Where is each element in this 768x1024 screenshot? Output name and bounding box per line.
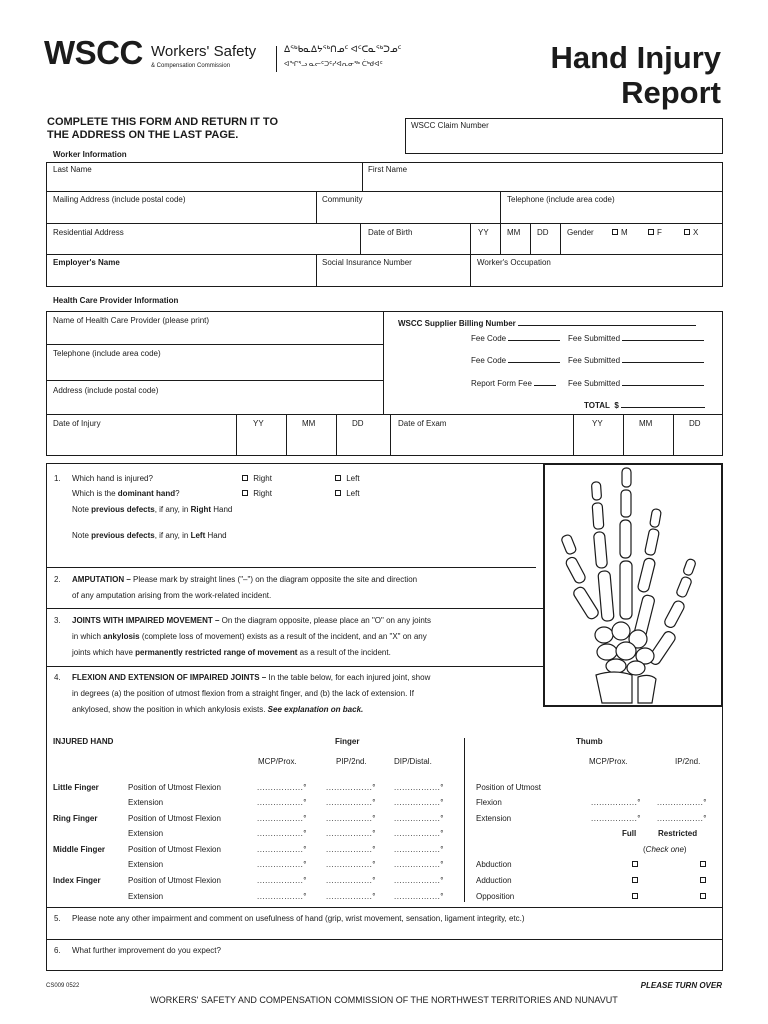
index-finger-distal (591, 482, 601, 501)
q1-defects-left[interactable]: Note previous defects, if any, in Left Hand (72, 531, 227, 540)
little-finger-label: Little Finger (53, 783, 99, 792)
thumb-proximal (564, 556, 586, 585)
little-finger-proximal (663, 599, 686, 629)
thumb-header: Thumb (576, 737, 603, 746)
index-finger-label: Index Finger (53, 876, 101, 885)
thumb-check-one-note: (Check one) (643, 845, 687, 854)
thumb-abduction-label: Abduction (476, 860, 512, 869)
sin-field[interactable]: Social Insurance Number (322, 258, 412, 267)
carpal-2 (612, 622, 630, 640)
thumb-extension-mcp-field[interactable]: .................° (591, 814, 641, 823)
index-extension-mcp-field[interactable]: .................° (257, 892, 307, 901)
wscc-logo: WSCC (44, 34, 143, 71)
opposition-restricted-checkbox[interactable] (700, 892, 709, 901)
little-flexion-pip-field[interactable]: .................° (326, 783, 376, 792)
little-flexion-mcp-field[interactable]: .................° (257, 783, 307, 792)
injured-hand-header: INJURED HAND (53, 737, 114, 746)
billing-number-field[interactable]: WSCC Supplier Billing Number (398, 319, 696, 328)
little-extension-dip-field[interactable]: .................° (394, 798, 444, 807)
thumb-extension-ip-field[interactable]: .................° (657, 814, 707, 823)
form-code: CS009 0522 (46, 983, 80, 989)
form-title-line2: Report (621, 75, 721, 110)
abduction-full-checkbox[interactable] (632, 860, 641, 869)
dob-yy-field[interactable]: YY (478, 228, 489, 237)
thumb-adduction-label: Adduction (476, 876, 512, 885)
gender-f-checkbox[interactable]: F (648, 228, 662, 237)
carpal-1 (595, 627, 613, 643)
q1-which-hand: Which hand is injured? (72, 474, 153, 483)
q6-improvement-field[interactable]: What further improvement do you expect? (72, 946, 221, 955)
carpal-5 (616, 642, 636, 660)
carpal-8 (627, 661, 645, 675)
please-turn-over: PLEASE TURN OVER (640, 981, 722, 990)
little-finger-distal (683, 558, 697, 576)
carpal-7 (606, 659, 626, 673)
worker-section-title: Worker Information (53, 150, 127, 159)
little-finger-middle (676, 576, 693, 598)
middle-extension-mcp-field[interactable]: .................° (257, 860, 307, 869)
ring-extension-label: Extension (128, 829, 164, 838)
claim-number-label: WSCC Claim Number (411, 121, 489, 130)
last-name-field[interactable]: Last Name (53, 165, 92, 174)
q4-flexion-line2: in degrees (a) the position of utmost flexion from a straight finger, and (b) the lack of extension. If (72, 689, 414, 698)
gender-label: Gender (567, 228, 594, 237)
provider-address-field[interactable]: Address (include postal code) (53, 386, 159, 395)
date-of-injury-label: Date of Injury (53, 419, 101, 428)
little-flexion-label: Position of Utmost Flexion (128, 783, 221, 792)
q1-dominant-right-checkbox[interactable]: Right (242, 489, 272, 498)
little-extension-mcp-field[interactable]: .................° (257, 798, 307, 807)
instructions-line2: THE ADDRESS ON THE LAST PAGE. (47, 129, 239, 141)
provider-telephone-field[interactable]: Telephone (include area code) (53, 349, 161, 358)
thumb-mcp-prox-header: MCP/Prox. (589, 757, 628, 766)
q5-other-impairment-field[interactable]: Please note any other impairment and comment on usefulness of hand (grip, wrist movement, sensation, ligament integrity, etc.) (72, 914, 525, 923)
thumb-ip-2nd-header: IP/2nd. (675, 757, 701, 766)
q2-number: 2. (54, 575, 61, 584)
middle-finger-middle (621, 490, 631, 517)
q1-injured-left-checkbox[interactable]: Left (335, 474, 360, 483)
middle-flexion-label: Position of Utmost Flexion (128, 845, 221, 854)
ring-flexion-pip-field[interactable]: .................° (326, 814, 376, 823)
injury-yy-field[interactable]: YY (253, 419, 264, 428)
carpal-4 (597, 644, 617, 660)
finger-header: Finger (335, 737, 360, 746)
q3-joints-line1: JOINTS WITH IMPAIRED MOVEMENT – On the diagram opposite, please place an "O" on any joints (72, 616, 432, 625)
q1-dominant-hand: Which is the dominant hand? (72, 489, 180, 498)
q3-joints-line2: in which ankylosis (complete loss of movement) exists as a result of the incident, and an "X" on any (72, 632, 427, 641)
fee-submitted-2-field[interactable]: Fee Submitted (568, 356, 704, 365)
little-flexion-dip-field[interactable]: .................° (394, 783, 444, 792)
gender-m-checkbox[interactable]: M (612, 228, 628, 237)
exam-yy-field[interactable]: YY (592, 419, 603, 428)
middle-extension-dip-field[interactable]: .................° (394, 860, 444, 869)
community-field[interactable]: Community (322, 195, 363, 204)
date-of-birth-label: Date of Birth (368, 228, 413, 237)
index-extension-pip-field[interactable]: .................° (326, 892, 376, 901)
adduction-restricted-checkbox[interactable] (700, 876, 709, 885)
ring-finger-proximal (637, 557, 656, 593)
middle-metacarpal (620, 561, 632, 619)
ring-finger-label: Ring Finger (53, 814, 98, 823)
thumb-flexion-mcp-field[interactable]: .................° (591, 798, 641, 807)
total-field[interactable]: TOTAL $ (584, 401, 705, 410)
provider-section-title: Health Care Provider Information (53, 296, 179, 305)
index-extension-dip-field[interactable]: .................° (394, 892, 444, 901)
thumb-flexion-label: Flexion (476, 798, 502, 807)
q1-dominant-left-checkbox[interactable]: Left (335, 489, 360, 498)
mcp-prox-header: MCP/Prox. (258, 757, 297, 766)
ring-extension-mcp-field[interactable]: .................° (257, 829, 307, 838)
hand-skeleton-diagram (552, 465, 716, 705)
ring-flexion-dip-field[interactable]: .................° (394, 814, 444, 823)
middle-flexion-mcp-field[interactable]: .................° (257, 845, 307, 854)
date-of-exam-label: Date of Exam (398, 419, 447, 428)
little-extension-label: Extension (128, 798, 164, 807)
org-subname: & Compensation Commission (151, 63, 231, 69)
fee-code-1-field[interactable]: Fee Code (471, 334, 560, 343)
ring-finger-distal (649, 508, 661, 527)
index-finger-proximal (593, 532, 607, 569)
form-title-line1: Hand Injury (550, 40, 721, 75)
gender-x-checkbox[interactable]: X (684, 228, 698, 237)
thumb-distal (561, 534, 577, 555)
q3-number: 3. (54, 616, 61, 625)
index-flexion-mcp-field[interactable]: .................° (257, 876, 307, 885)
dob-mm-field[interactable]: MM (507, 228, 521, 237)
q4-number: 4. (54, 673, 61, 682)
org-name-inuktitut: ᐃᖅᑲᓇᐃᔭᖅᑎᓄᑦ ᐊᑦᑕᓇᖅᑐᓄᑦ (284, 44, 402, 54)
thumb-opposition-label: Opposition (476, 892, 515, 901)
ring-extension-dip-field[interactable]: .................° (394, 829, 444, 838)
mailing-address-field[interactable]: Mailing Address (include postal code) (53, 195, 186, 204)
dob-dd-field[interactable]: DD (537, 228, 549, 237)
index-metacarpal (598, 571, 614, 622)
pip-2nd-header: PIP/2nd. (336, 757, 367, 766)
opposition-full-checkbox[interactable] (632, 892, 641, 901)
middle-extension-pip-field[interactable]: .................° (326, 860, 376, 869)
q4-flexion-line1: FLEXION AND EXTENSION OF IMPAIRED JOINTS – In the table below, for each injured joint, show (72, 673, 431, 682)
dip-distal-header: DIP/Distal. (394, 757, 432, 766)
commission-footer: WORKERS' SAFETY AND COMPENSATION COMMISSION OF THE NORTHWEST TERRITORIES AND NUNAVUT (150, 995, 618, 1005)
employer-name-field[interactable]: Employer's Name (53, 258, 120, 267)
occupation-field[interactable]: Worker's Occupation (477, 258, 551, 267)
logo-divider (276, 46, 277, 72)
index-flexion-dip-field[interactable]: .................° (394, 876, 444, 885)
thumb-extension-label: Extension (476, 814, 512, 823)
ring-flexion-mcp-field[interactable]: .................° (257, 814, 307, 823)
middle-extension-label: Extension (128, 860, 164, 869)
index-finger-middle (592, 503, 604, 530)
thumb-full-header: Full (622, 829, 637, 838)
little-extension-pip-field[interactable]: .................° (326, 798, 376, 807)
ring-finger-middle (644, 528, 659, 556)
org-subname-inuktitut: ᐊᖏᕐᓗ ᓇᓕᑦᑐᑦᓯᐊᕆᓂᖅ ᑖᒃᑯᐊᑦ (284, 61, 383, 68)
q6-number: 6. (54, 946, 61, 955)
index-extension-label: Extension (128, 892, 164, 901)
q5-number: 5. (54, 914, 61, 923)
index-flexion-label: Position of Utmost Flexion (128, 876, 221, 885)
abduction-restricted-checkbox[interactable] (700, 860, 709, 869)
middle-flexion-dip-field[interactable]: .................° (394, 845, 444, 854)
provider-name-field[interactable]: Name of Health Care Provider (please print) (53, 316, 210, 325)
q2-amputation: AMPUTATION – Please mark by straight lines ("–") on the diagram opposite the site and direction (72, 575, 418, 584)
injury-mm-field[interactable]: MM (302, 419, 316, 428)
index-flexion-pip-field[interactable]: .................° (326, 876, 376, 885)
ulna-bone (638, 675, 656, 703)
adduction-full-checkbox[interactable] (632, 876, 641, 885)
middle-finger-distal (622, 468, 631, 487)
worker-telephone-field[interactable]: Telephone (include area code) (507, 195, 615, 204)
report-form-fee-field[interactable]: Report Form Fee (471, 379, 556, 388)
exam-dd-field[interactable]: DD (689, 419, 701, 428)
radius-bone (596, 672, 632, 703)
exam-mm-field[interactable]: MM (639, 419, 653, 428)
thumb-metacarpal (572, 585, 600, 620)
first-name-field[interactable]: First Name (368, 165, 408, 174)
worker-info-grid (46, 162, 723, 287)
ring-extension-pip-field[interactable]: .................° (326, 829, 376, 838)
fee-submitted-1-field[interactable]: Fee Submitted (568, 334, 704, 343)
injury-dd-field[interactable]: DD (352, 419, 364, 428)
q4-flexion-line3: ankylosed, show the position in which ankylosis exists. See explanation on back. (72, 705, 364, 714)
fee-code-2-field[interactable]: Fee Code (471, 356, 560, 365)
thumb-flexion-ip-field[interactable]: .................° (657, 798, 707, 807)
middle-finger-label: Middle Finger (53, 845, 105, 854)
fee-submitted-3-field[interactable]: Fee Submitted (568, 379, 704, 388)
q1-defects-right[interactable]: Note previous defects, if any, in Right Hand (72, 505, 233, 514)
middle-flexion-pip-field[interactable]: .................° (326, 845, 376, 854)
q1-number: 1. (54, 474, 61, 483)
q2-amputation-line2: of any amputation arising from the work-related incident. (72, 591, 272, 600)
residential-address-field[interactable]: Residential Address (53, 228, 124, 237)
middle-finger-proximal (620, 520, 631, 558)
thumb-utmost-label: Position of Utmost (476, 783, 541, 792)
q3-joints-line3: joints which have permanently restricted range of movement as a result of the incident. (72, 648, 391, 657)
q1-injured-right-checkbox[interactable]: Right (242, 474, 272, 483)
instructions-line1: COMPLETE THIS FORM AND RETURN IT TO (47, 116, 278, 128)
thumb-restricted-header: Restricted (658, 829, 698, 838)
ring-flexion-label: Position of Utmost Flexion (128, 814, 221, 823)
org-name: Workers' Safety (151, 43, 257, 60)
